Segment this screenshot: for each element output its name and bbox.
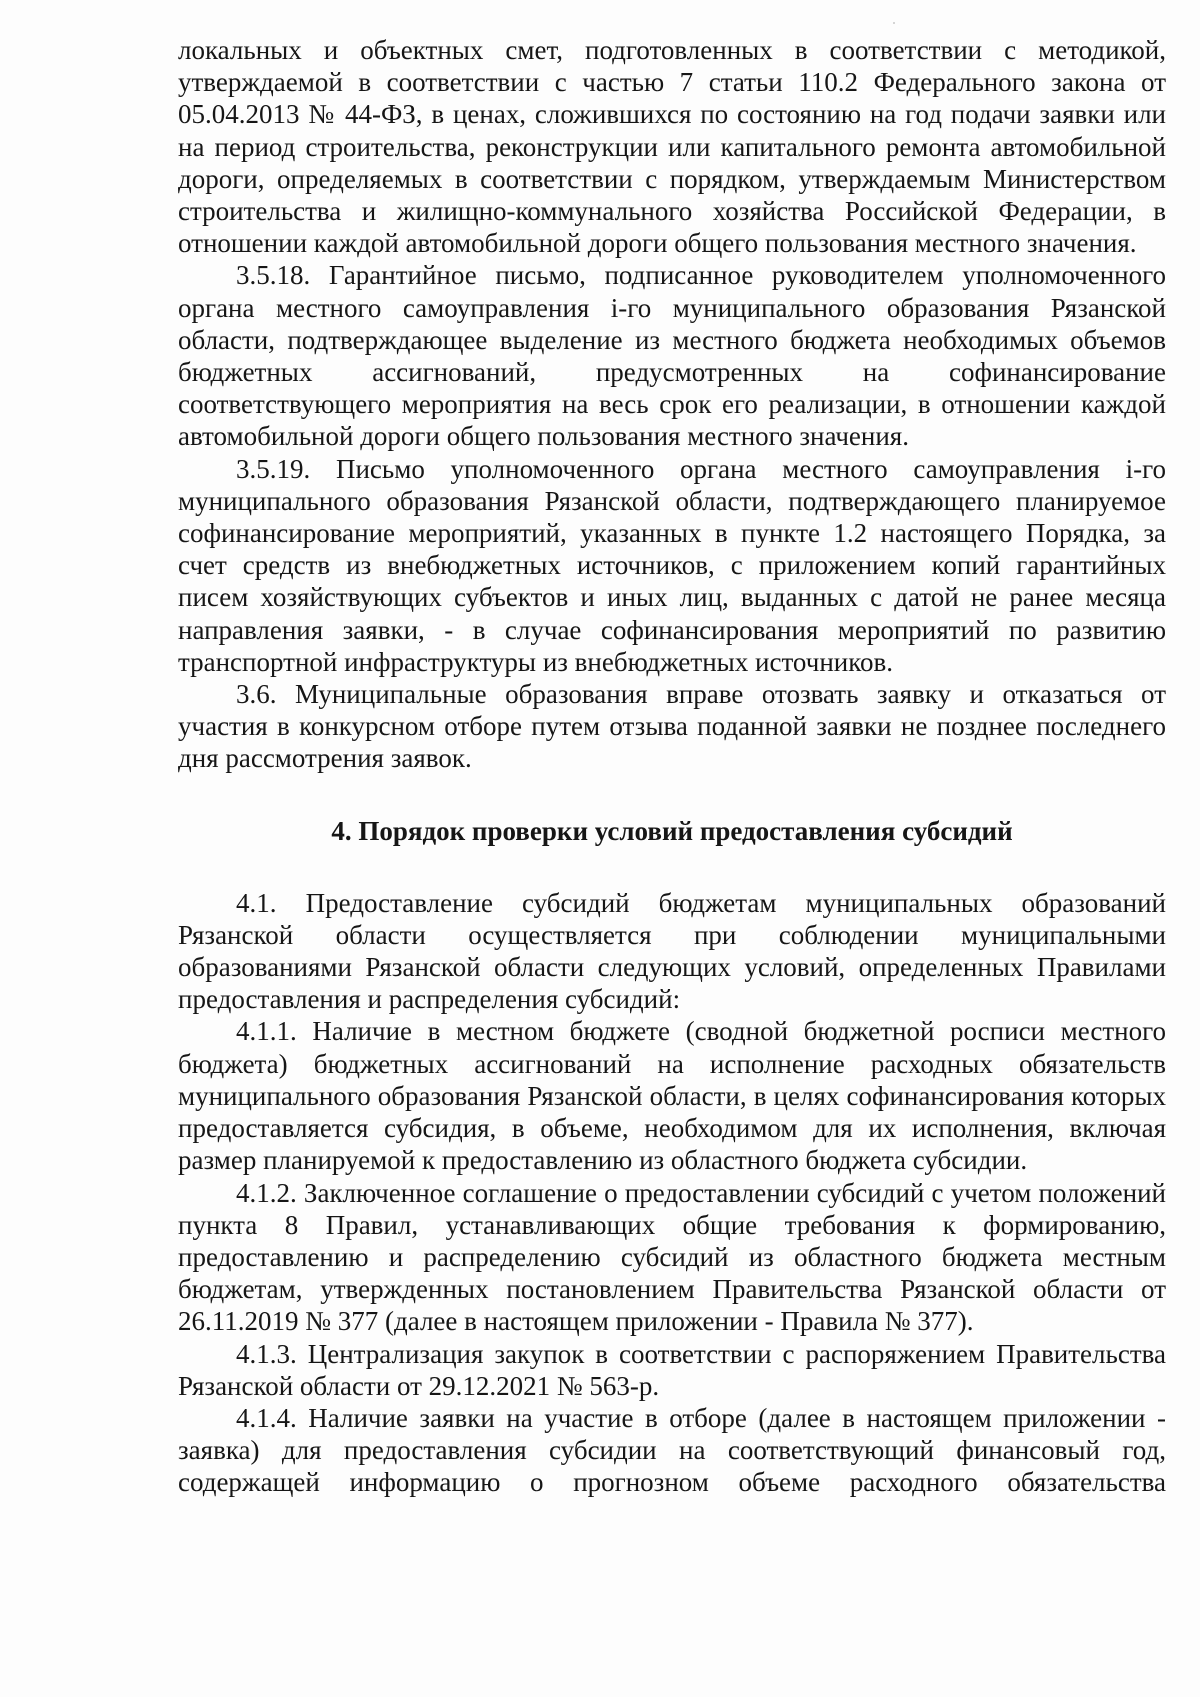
paragraph-3-5-18: 3.5.18. Гарантийное письмо, подписанное руководителем уполномоченного органа местного самоуправления i-го муниципального образования Рязанской области, подтверждающее выделение из местного бюджета необходимых объемов бюджетных ассигнований, предусмотренных на софинансирование соответствующего мероприятия на весь срок его реализации, в отношении каждой автомобильной дороги общего пользования местного значения. (178, 260, 1166, 452)
scan-speck (893, 22, 895, 24)
paragraph-4-1-1: 4.1.1. Наличие в местном бюджете (сводной бюджетной росписи местного бюджета) бюджетных ассигнований на исполнение расходных обязательств муниципального образования Рязанской области, в целях софинансирования которых предоставляется субсидия, в объеме, необходимом для их исполнения, включая размер планируемой к предоставлению из областного бюджета субсидии. (178, 1016, 1166, 1176)
paragraphs-top (178, 34, 1166, 775)
paragraph-4-1-2: 4.1.2. Заключенное соглашение о предоставлении субсидий с учетом положений пункта 8 Правил, устанавливающих общие требования к формированию, предоставлению и распределению субсидий из областного бюджета местным бюджетам, утвержденных постановлением Правительства Рязанской области от 26.11.2019 № 377 (далее в настоящем приложении - Правила № 377). (178, 1177, 1166, 1337)
paragraph-3-5-19: 3.5.19. Письмо уполномоченного органа местного самоуправления i-го муниципального образования Рязанской области, подтверждающего планируемое софинансирование мероприятий, указанных в пункте 1.2 настоящего Порядка, за счет средств из внебюджетных источников, с приложением копий гарантийных писем хозяйствующих субъектов и иных лиц, выданных с датой не ранее месяца направления заявки, - в случае софинансирования мероприятий по развитию транспортной инфраструктуры из внебюджетных источников. (178, 453, 1166, 677)
paragraph-4-1-3: 4.1.3. Централизация закупок в соответствии с распоряжением Правительства Рязанской области от 29.12.2021 № 563-р. (178, 1338, 1166, 1401)
paragraph-4-1-4: 4.1.4. Наличие заявки на участие в отборе (далее в настоящем приложении - заявка) для предоставления субсидии на соответствующий финансовый год, содержащей информацию о прогнозном объеме расходного обязательства (178, 1402, 1166, 1498)
spacer (178, 775, 1166, 815)
paragraph-4-1: 4.1. Предоставление субсидий бюджетам муниципальных образований Рязанской области осуществляется при соблюдении муниципальными образованиями Рязанской области следующих условий, определенных Правилами предоставления и распределения субсидий: (178, 887, 1166, 1015)
section-heading: 4. Порядок проверки условий предоставления субсидий (331, 815, 1013, 846)
paragraph-continuation: локальных и объектных смет, подготовленных в соответствии с методикой, утверждаемой в соответствии с частью 7 статьи 110.2 Федерального закона от 05.04.2013 № 44-ФЗ, в ценах, сложившихся по состоянию на год подачи заявки или на период строительства, реконструкции или капитального ремонта автомобильной дороги, определяемых в соответствии с порядком, утверждаемым Министерством строительства и жилищно-коммунального хозяйства Российской Федерации, в отношении каждой автомобильной дороги общего пользования местного значения. (178, 35, 1166, 259)
paragraph-3-6: 3.6. Муниципальные образования вправе отозвать заявку и отказаться от участия в конкурсном отборе путем отзыва поданной заявки не позднее последнего дня рассмотрения заявок. (178, 679, 1166, 774)
paragraphs-bottom (178, 887, 1166, 1499)
spacer (178, 847, 1166, 887)
